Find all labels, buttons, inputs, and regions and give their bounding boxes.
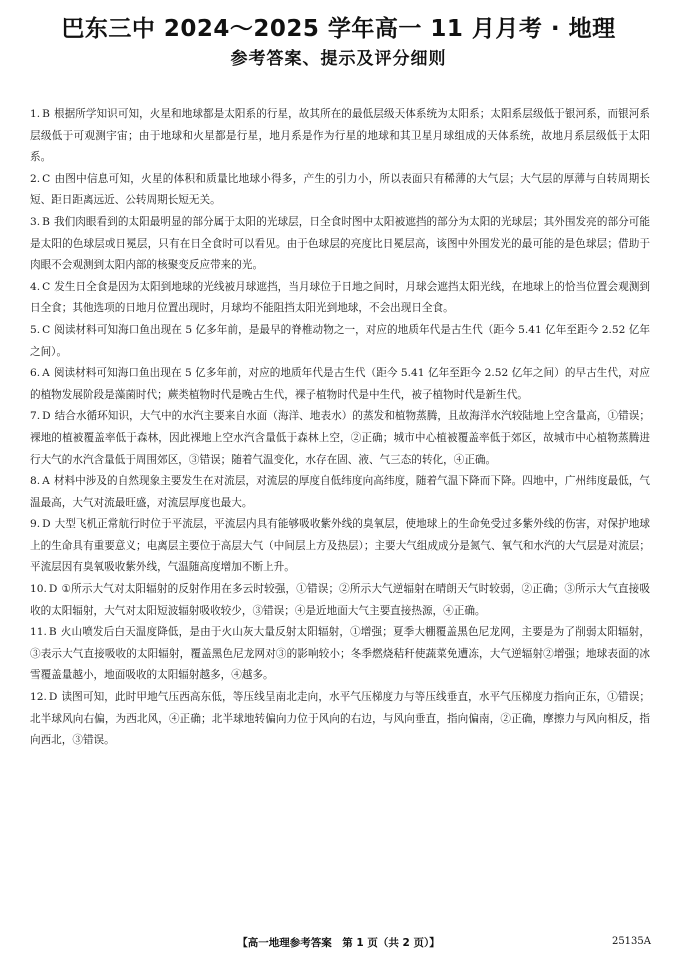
document-code: 25135A <box>611 936 651 947</box>
answer-letter: B <box>42 108 50 120</box>
answer-item <box>30 277 650 320</box>
answer-explanation: 发生日全食是因为太阳到地球的光线被月球遮挡，当月球位于日地之间时，月球会遮挡太阳光线，在地球上的恰当位置会观测到日全食；其他选项的日地月位置出现时，月球均不能阻挡太阳光到地球，不会出现日全食。 <box>30 280 650 315</box>
answer-item <box>30 471 650 514</box>
question-number: 11. <box>30 626 47 639</box>
answer-explanation: 火山喷发后白天温度降低，是由于火山灰大量反射太阳辐射，①增强；夏季大棚覆盖黑色尼龙网，主要是为了削弱太阳辐射，③表示大气直接吸收的太阳辐射，覆盖黑色尼龙网对③的影响较小；冬季燃烧秸秆使蔬菜免遭冻，大气逆辐射②增强；地球表面的冰雪覆盖量越小，地面吸收的太阳辐射越多，④越多。 <box>30 626 650 682</box>
question-number: 6. <box>30 367 41 380</box>
question-number: 7. <box>30 410 41 423</box>
question-number: 1. <box>30 108 41 120</box>
question-number: 5. <box>30 323 41 336</box>
answer-item <box>30 169 650 212</box>
answer-item <box>30 320 650 363</box>
answer-item <box>30 622 650 687</box>
answer-item <box>30 514 650 579</box>
answer-letter: A <box>42 367 50 380</box>
question-number: 8. <box>30 475 41 488</box>
answer-explanation: 阅读材料可知海口鱼出现在 5 亿多年前，对应的地质年代是古生代（距今 5.41 亿年至距今 2.52 亿年之间）的早古生代，对应的植物发展阶段是藻菌时代；蕨类植物时代是晚古生代，裸子植物时代是中生代，被子植物时代是新生代。 <box>30 367 650 401</box>
answer-explanation: 根据所学知识可知，火星和地球都是太阳系的行星，故其所在的最低层级天体系统为太阳系；太阳系层级低于银河系，而银河系层级低于可观测宇宙；由于地球和火星都是行星，地月系是作为行星的地球和其卫星月球组成的天体系统，故地月系层级低于太阳系。 <box>30 108 650 164</box>
answer-letter: D <box>48 583 58 596</box>
answer-list <box>30 104 650 752</box>
answer-explanation: 由图中信息可知，火星的体积和质量比地球小得多，产生的引力小，所以表面只有稀薄的大气层；大气层的厚薄与自转周期长短、距日距离远近、公转周期长短无关。 <box>30 172 650 207</box>
answer-letter: A <box>42 475 50 488</box>
answer-explanation: 结合水循环知识，大气中的水汽主要来自水面（海洋、地表水）的蒸发和植物蒸腾，且故海洋水汽较陆地上空含量高，①错误；裸地的植被覆盖率低于森林，因此裸地上空水汽含量低于森林上空，②正确；城市中心植被覆盖率低于郊区，故城市中心植物蒸腾进行大气的水汽含量低于周围郊区，③错误；随着气温变化，水存在固、液、气三态的转化，④正确。 <box>30 410 650 466</box>
page-subtitle: 参考答案、提示及评分细则 <box>230 49 447 69</box>
question-number: 4. <box>30 280 41 293</box>
answer-explanation: 材料中涉及的自然现象主要发生在对流层，对流层的厚度自低纬度向高纬度，随着气温下降而下降。四地中，广州纬度最低，气温最高，大气对流最旺盛，对流层厚度也最大。 <box>30 475 650 509</box>
answer-item <box>30 687 650 752</box>
page-footer: 【高一地理参考答案 第 1 页（共 2 页）】 <box>237 937 440 949</box>
page-title: 巴东三中 2024～2025 学年高一 11 月月考 · 地理 <box>61 16 616 42</box>
answer-explanation: 大型飞机正常航行时位于平流层，平流层内具有能够吸收紫外线的臭氧层，使地球上的生命免受过多紫外线的伤害，对保护地球上的生命具有重要意义；电离层主要位于高层大气（中间层上方及热层）；主要大气组成成分是氮气、氧气和水汽的大气层是对流层；平流层因有臭氧吸收紫外线，气温随高度增加不断上升。 <box>30 518 650 574</box>
answer-explanation: 读图可知，此时甲地气压西高东低，等压线呈南北走向，水平气压梯度力与等压线垂直，水平气压梯度力指向正东，①错误；北半球风向右偏，为西北风，④正确；北半球地转偏向力位于风向的右边，与风向垂直，指向偏南，②正确，摩擦力与风向相反，指向西北，③错误。 <box>30 691 650 747</box>
question-number: 2. <box>30 172 41 185</box>
answer-item <box>30 363 650 406</box>
answer-explanation: 阅读材料可知海口鱼出现在 5 亿多年前，是最早的脊椎动物之一，对应的地质年代是古生代（距今 5.41 亿年至距今 2.52 亿年之间）。 <box>30 323 650 358</box>
question-number: 9. <box>30 518 41 531</box>
answer-letter: B <box>48 626 57 639</box>
answer-item <box>30 104 650 169</box>
answer-letter: D <box>48 691 58 704</box>
answer-letter: C <box>42 172 51 185</box>
answer-letter: B <box>42 215 50 228</box>
answer-explanation: ①所示大气对太阳辐射的反射作用在多云时较强，①错误；②所示大气逆辐射在晴朗天气时较弱，②正确；③所示大气直接吸收的太阳辐射，大气对太阳短波辐射吸收较少，③错误；④是近地面大气主要直接热源，④正确。 <box>30 583 650 617</box>
answer-letter: C <box>42 323 51 336</box>
answer-letter: D <box>42 518 51 531</box>
answer-item <box>30 579 650 622</box>
answer-letter: D <box>42 410 51 423</box>
answer-explanation: 我们肉眼看到的太阳最明显的部分属于太阳的光球层，日全食时图中太阳被遮挡的部分为太阳的光球层；其外围发亮的部分可能是太阳的色球层或日冕层，只有在日全食时可以看见。由于色球层的亮度比日冕层高，该图中外围发光的最可能的是色球层；借助于肉眼不会观测到太阳内部的核聚变反应带来的光。 <box>30 215 650 272</box>
answer-letter: C <box>42 280 51 293</box>
answer-item <box>30 212 650 277</box>
question-number: 3. <box>30 215 41 228</box>
question-number: 12. <box>30 691 47 704</box>
question-number: 10. <box>30 583 47 596</box>
answer-item <box>30 406 650 471</box>
